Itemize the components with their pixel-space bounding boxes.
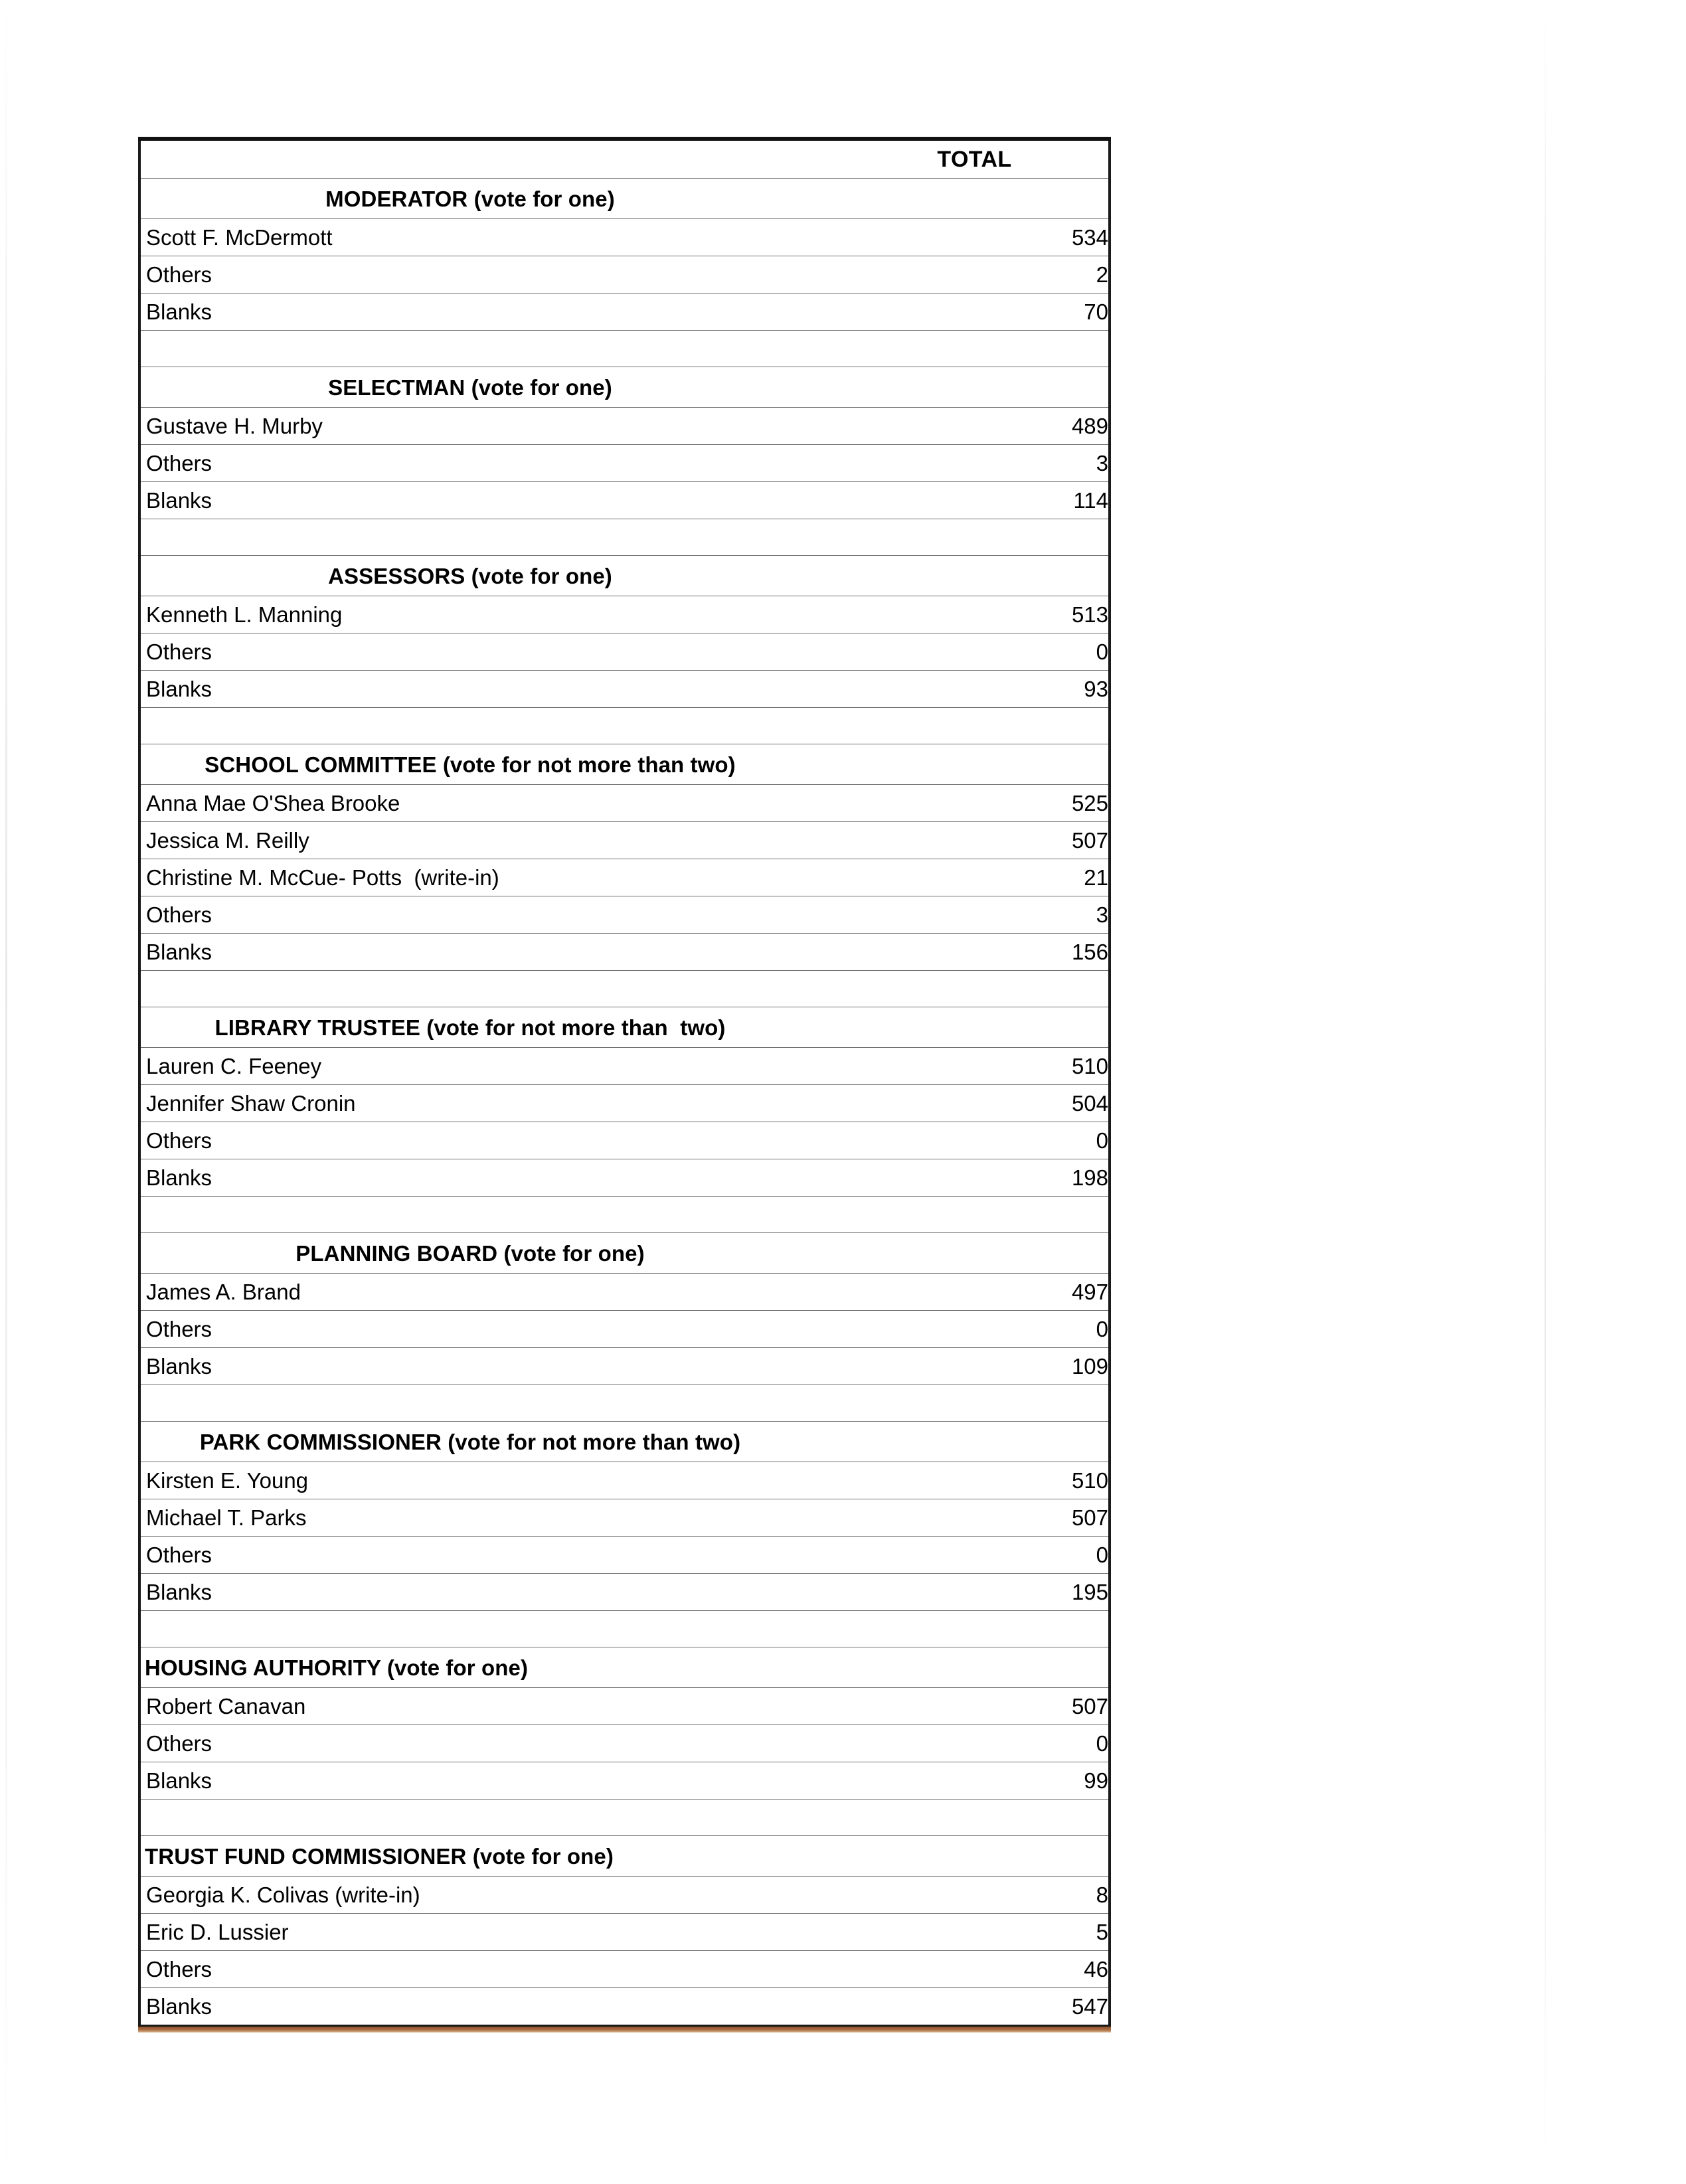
total-cell [853, 1233, 1110, 1274]
vote-count: 3 [1096, 451, 1108, 475]
label-cell [139, 331, 853, 367]
label-cell [139, 1537, 853, 1574]
label-cell [139, 971, 853, 1007]
vote-count: 497 [1071, 1280, 1108, 1304]
label-cell [139, 1197, 853, 1233]
office-heading-row [139, 1836, 1110, 1877]
vote-count: 0 [1096, 1543, 1108, 1567]
candidate-name: Jennifer Shaw Cronin [146, 1091, 356, 1116]
office-title: SELECTMAN (vote for one) [328, 375, 612, 400]
total-cell [853, 1311, 1110, 1348]
tally-row [139, 1499, 1110, 1537]
vote-count: 547 [1071, 1994, 1108, 2019]
vote-count: 0 [1096, 1317, 1108, 1341]
label-cell [139, 1422, 853, 1462]
total-cell [853, 445, 1110, 482]
vote-count: 507 [1071, 1505, 1108, 1530]
vote-count: 0 [1096, 1128, 1108, 1153]
office-heading-row [139, 1007, 1110, 1048]
tally-row [139, 408, 1110, 445]
candidate-name: Others [146, 1128, 212, 1153]
total-cell [853, 1385, 1110, 1422]
total-cell [853, 1951, 1110, 1988]
tally-row [139, 1159, 1110, 1197]
label-cell [139, 1951, 853, 1988]
vote-count: 3 [1096, 902, 1108, 927]
label-cell [139, 1122, 853, 1159]
label-cell [139, 1647, 853, 1688]
total-cell [853, 556, 1110, 596]
total-cell [853, 859, 1110, 896]
tally-row [139, 896, 1110, 934]
tally-row [139, 445, 1110, 482]
vote-count: 0 [1096, 1731, 1108, 1756]
total-cell [853, 482, 1110, 519]
total-cell [853, 1422, 1110, 1462]
tally-row [139, 482, 1110, 519]
tally-row [139, 1914, 1110, 1951]
label-cell [139, 1574, 853, 1611]
total-cell [853, 971, 1110, 1007]
total-cell [853, 408, 1110, 445]
label-cell [139, 708, 853, 744]
candidate-name: Michael T. Parks [146, 1505, 307, 1530]
total-cell [853, 139, 1110, 179]
candidate-name: Jessica M. Reilly [146, 828, 309, 853]
tally-row [139, 1725, 1110, 1762]
total-cell [853, 1274, 1110, 1311]
total-cell [853, 1197, 1110, 1233]
tally-row [139, 1348, 1110, 1385]
total-cell [853, 1159, 1110, 1197]
candidate-name: Kenneth L. Manning [146, 602, 343, 627]
label-cell [139, 445, 853, 482]
label-cell [139, 744, 853, 785]
office-heading-row [139, 1422, 1110, 1462]
label-cell [139, 139, 853, 179]
label-cell [139, 1311, 853, 1348]
label-cell [139, 633, 853, 671]
candidate-name: Others [146, 1543, 212, 1567]
candidate-name: Blanks [146, 1580, 212, 1604]
office-heading-row [139, 1647, 1110, 1688]
tally-row [139, 596, 1110, 633]
tally-row [139, 859, 1110, 896]
total-cell [853, 1688, 1110, 1725]
candidate-name: Blanks [146, 488, 212, 513]
vote-count: 513 [1071, 602, 1108, 627]
candidate-name: James A. Brand [146, 1280, 301, 1304]
total-cell [853, 671, 1110, 708]
total-cell [853, 1877, 1110, 1914]
vote-count: 510 [1071, 1054, 1108, 1078]
label-cell [139, 482, 853, 519]
section-spacer-row [139, 708, 1110, 744]
total-cell [853, 1914, 1110, 1951]
tally-row [139, 1462, 1110, 1499]
candidate-name: Georgia K. Colivas (write-in) [146, 1883, 420, 1907]
label-cell [139, 1877, 853, 1914]
total-cell [853, 785, 1110, 822]
total-cell [853, 219, 1110, 256]
candidate-name: Anna Mae O'Shea Brooke [146, 791, 400, 815]
tally-row [139, 1537, 1110, 1574]
label-cell [139, 896, 853, 934]
total-cell [853, 1462, 1110, 1499]
total-cell [853, 1048, 1110, 1085]
label-cell [139, 179, 853, 219]
tally-row [139, 785, 1110, 822]
candidate-name: Blanks [146, 1994, 212, 2019]
total-cell [853, 1988, 1110, 2027]
section-spacer-row [139, 1611, 1110, 1647]
label-cell [139, 1499, 853, 1537]
vote-count: 5 [1096, 1920, 1108, 1944]
total-cell [853, 633, 1110, 671]
vote-count: 195 [1071, 1580, 1108, 1604]
total-cell [853, 1499, 1110, 1537]
label-cell [139, 1348, 853, 1385]
label-cell [139, 1385, 853, 1422]
total-cell [853, 256, 1110, 294]
table-header-row [139, 139, 1110, 179]
candidate-name: Blanks [146, 299, 212, 324]
total-cell [853, 1007, 1110, 1048]
label-cell [139, 519, 853, 556]
tally-row [139, 1988, 1110, 2027]
candidate-name: Scott F. McDermott [146, 225, 333, 250]
label-cell [139, 556, 853, 596]
label-cell [139, 822, 853, 859]
candidate-name: Lauren C. Feeney [146, 1054, 322, 1078]
section-spacer-row [139, 1800, 1110, 1836]
candidate-name: Others [146, 1317, 212, 1341]
tally-row [139, 294, 1110, 331]
total-cell [853, 1537, 1110, 1574]
vote-count: 99 [1084, 1768, 1108, 1793]
candidate-name: Others [146, 451, 212, 475]
tally-row [139, 1877, 1110, 1914]
label-cell [139, 1725, 853, 1762]
candidate-name: Blanks [146, 1768, 212, 1793]
candidate-name: Blanks [146, 940, 212, 964]
vote-count: 93 [1084, 677, 1108, 701]
vote-count: 534 [1071, 225, 1108, 250]
vote-count: 46 [1084, 1957, 1108, 1981]
office-title: PARK COMMISSIONER (vote for not more than two) [199, 1429, 741, 1454]
candidate-name: Others [146, 1731, 212, 1756]
tally-row [139, 1311, 1110, 1348]
total-cell [853, 1574, 1110, 1611]
tally-row [139, 1688, 1110, 1725]
total-cell [853, 179, 1110, 219]
total-cell [853, 294, 1110, 331]
label-cell [139, 1159, 853, 1197]
total-cell [853, 744, 1110, 785]
office-heading-row [139, 1233, 1110, 1274]
tally-row [139, 633, 1110, 671]
label-cell [139, 1836, 853, 1877]
section-spacer-row [139, 331, 1110, 367]
label-cell [139, 367, 853, 408]
total-cell [853, 367, 1110, 408]
tally-row [139, 1122, 1110, 1159]
section-spacer-row [139, 1385, 1110, 1422]
candidate-name: Blanks [146, 677, 212, 701]
total-cell [853, 1122, 1110, 1159]
vote-count: 2 [1096, 262, 1108, 287]
total-cell [853, 896, 1110, 934]
label-cell [139, 1611, 853, 1647]
total-cell [853, 519, 1110, 556]
total-cell [853, 1085, 1110, 1122]
office-title: HOUSING AUTHORITY (vote for one) [145, 1655, 529, 1680]
label-cell [139, 596, 853, 633]
vote-count: 489 [1071, 414, 1108, 438]
vote-count: 0 [1096, 639, 1108, 664]
page-bottom-shadow [138, 2027, 1111, 2033]
label-cell [139, 294, 853, 331]
vote-count: 109 [1071, 1354, 1108, 1379]
vote-count: 8 [1096, 1883, 1108, 1907]
election-tally-table-container [138, 137, 1108, 2027]
vote-count: 507 [1071, 828, 1108, 853]
office-title: ASSESSORS (vote for one) [328, 563, 612, 588]
tally-row [139, 1762, 1110, 1800]
total-column-header: TOTAL [937, 147, 1012, 172]
label-cell [139, 1048, 853, 1085]
scan-edge-artifact-right [1545, 0, 1546, 2184]
label-cell [139, 1233, 853, 1274]
tally-row [139, 1951, 1110, 1988]
total-cell [853, 1647, 1110, 1688]
tally-row [139, 1274, 1110, 1311]
section-spacer-row [139, 971, 1110, 1007]
label-cell [139, 1988, 853, 2027]
label-cell [139, 408, 853, 445]
tally-row [139, 822, 1110, 859]
office-title: LIBRARY TRUSTEE (vote for not more than two) [214, 1015, 726, 1040]
label-cell [139, 1007, 853, 1048]
tally-row [139, 219, 1110, 256]
label-cell [139, 671, 853, 708]
office-heading-row [139, 744, 1110, 785]
tally-row [139, 256, 1110, 294]
office-heading-row [139, 367, 1110, 408]
candidate-name: Blanks [146, 1165, 212, 1190]
tally-row [139, 1085, 1110, 1122]
office-title: SCHOOL COMMITTEE (vote for not more than two) [205, 752, 736, 777]
total-cell [853, 1725, 1110, 1762]
label-cell [139, 1914, 853, 1951]
candidate-name: Robert Canavan [146, 1694, 306, 1719]
section-spacer-row [139, 1197, 1110, 1233]
office-title: PLANNING BOARD (vote for one) [295, 1240, 645, 1266]
label-cell [139, 859, 853, 896]
total-cell [853, 596, 1110, 633]
candidate-name: Others [146, 1957, 212, 1981]
vote-count: 507 [1071, 1694, 1108, 1719]
scan-edge-artifact-left [5, 0, 7, 2184]
candidate-name: Others [146, 262, 212, 287]
vote-count: 510 [1071, 1468, 1108, 1493]
election-results-table [138, 137, 1111, 2027]
label-cell [139, 1274, 853, 1311]
total-cell [853, 1611, 1110, 1647]
vote-count: 525 [1071, 791, 1108, 815]
total-cell [853, 331, 1110, 367]
candidate-name: Blanks [146, 1354, 212, 1379]
total-cell [853, 934, 1110, 971]
label-cell [139, 934, 853, 971]
candidate-name: Others [146, 639, 212, 664]
label-cell [139, 1762, 853, 1800]
candidate-name: Gustave H. Murby [146, 414, 323, 438]
total-cell [853, 1348, 1110, 1385]
vote-count: 198 [1071, 1165, 1108, 1190]
label-cell [139, 1688, 853, 1725]
label-cell [139, 256, 853, 294]
office-title: MODERATOR (vote for one) [325, 186, 615, 211]
vote-count: 21 [1084, 865, 1108, 890]
office-title: TRUST FUND COMMISSIONER (vote for one) [145, 1843, 614, 1869]
tally-row [139, 671, 1110, 708]
total-cell [853, 1762, 1110, 1800]
candidate-name: Christine M. McCue- Potts (write-in) [146, 865, 499, 890]
label-cell [139, 1800, 853, 1836]
total-cell [853, 822, 1110, 859]
total-cell [853, 708, 1110, 744]
candidate-name: Others [146, 902, 212, 927]
vote-count: 156 [1071, 940, 1108, 964]
vote-count: 70 [1084, 299, 1108, 324]
vote-count: 504 [1071, 1091, 1108, 1116]
vote-count: 114 [1073, 488, 1108, 513]
candidate-name: Eric D. Lussier [146, 1920, 289, 1944]
section-spacer-row [139, 519, 1110, 556]
label-cell [139, 785, 853, 822]
tally-row [139, 1048, 1110, 1085]
candidate-name: Kirsten E. Young [146, 1468, 309, 1493]
total-cell [853, 1836, 1110, 1877]
label-cell [139, 219, 853, 256]
office-heading-row [139, 179, 1110, 219]
tally-row [139, 1574, 1110, 1611]
office-heading-row [139, 556, 1110, 596]
label-cell [139, 1085, 853, 1122]
label-cell [139, 1462, 853, 1499]
total-cell [853, 1800, 1110, 1836]
tally-row [139, 934, 1110, 971]
